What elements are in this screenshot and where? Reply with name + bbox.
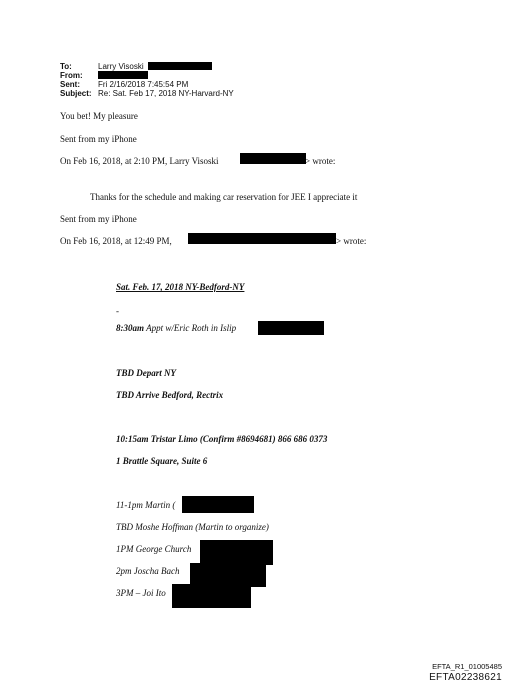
schedule-title: Sat. Feb. 17, 2018 NY-Bedford-NY: [116, 282, 245, 292]
redaction-islip: [258, 321, 324, 335]
martin-line: 11-1pm Martin (: [116, 500, 176, 510]
quote2-suffix: > wrote:: [336, 236, 367, 246]
redaction-to: [148, 62, 212, 70]
sent-from-iphone-1: Sent from my iPhone: [60, 134, 137, 144]
sent-value: Fri 2/16/2018 7:45:54 PM: [98, 80, 189, 89]
header-subject-row: [60, 89, 234, 99]
redaction-from: [98, 71, 148, 79]
quote1-suffix: > wrote:: [305, 156, 336, 166]
appt-line: [116, 323, 236, 333]
depart-line: TBD Depart NY: [116, 368, 176, 378]
subject-value: Re: Sat. Feb 17, 2018 NY-Harvard-NY: [98, 89, 234, 98]
appt-text: Appt w/Eric Roth in Islip: [146, 323, 237, 333]
subject-label: Subject:: [60, 89, 92, 98]
redaction-george: [200, 540, 273, 565]
redaction-joi: [172, 584, 251, 608]
quote1-text: Thanks for the schedule and making car reservation for JEE I appreciate it: [90, 192, 358, 202]
joi-line: 3PM – Joi Ito: [116, 588, 166, 598]
schedule-dash: -: [116, 306, 119, 316]
sent-from-iphone-2: Sent from my iPhone: [60, 214, 137, 224]
george-line: 1PM George Church: [116, 544, 192, 554]
address-line: 1 Brattle Square, Suite 6: [116, 456, 208, 466]
sent-label: Sent:: [60, 80, 80, 89]
limo-line: 10:15am Tristar Limo (Confirm #8694681) 866 686 0373: [116, 434, 328, 444]
redaction-quote2-sender: [188, 233, 336, 244]
quote2-prefix: On Feb 16, 2018, at 12:49 PM,: [60, 236, 172, 246]
appt-time: 8:30am: [116, 323, 144, 333]
joscha-line: 2pm Joscha Bach: [116, 566, 180, 576]
redaction-quote1-email: [240, 153, 306, 164]
quote1-prefix: On Feb 16, 2018, at 2:10 PM, Larry Visoski: [60, 156, 219, 166]
to-value: Larry Visoski: [98, 62, 144, 71]
to-label: To:: [60, 62, 72, 71]
footer-code-2: EFTA02238621: [429, 672, 502, 683]
redaction-martin: [182, 496, 254, 513]
arrive-line: TBD Arrive Bedford, Rectrix: [116, 390, 224, 400]
reply-line: You bet! My pleasure: [60, 111, 138, 121]
moshe-line: TBD Moshe Hoffman (Martin to organize): [116, 522, 269, 532]
from-label: From:: [60, 71, 83, 80]
footer-code-1: EFTA_R1_01005485: [432, 662, 502, 671]
